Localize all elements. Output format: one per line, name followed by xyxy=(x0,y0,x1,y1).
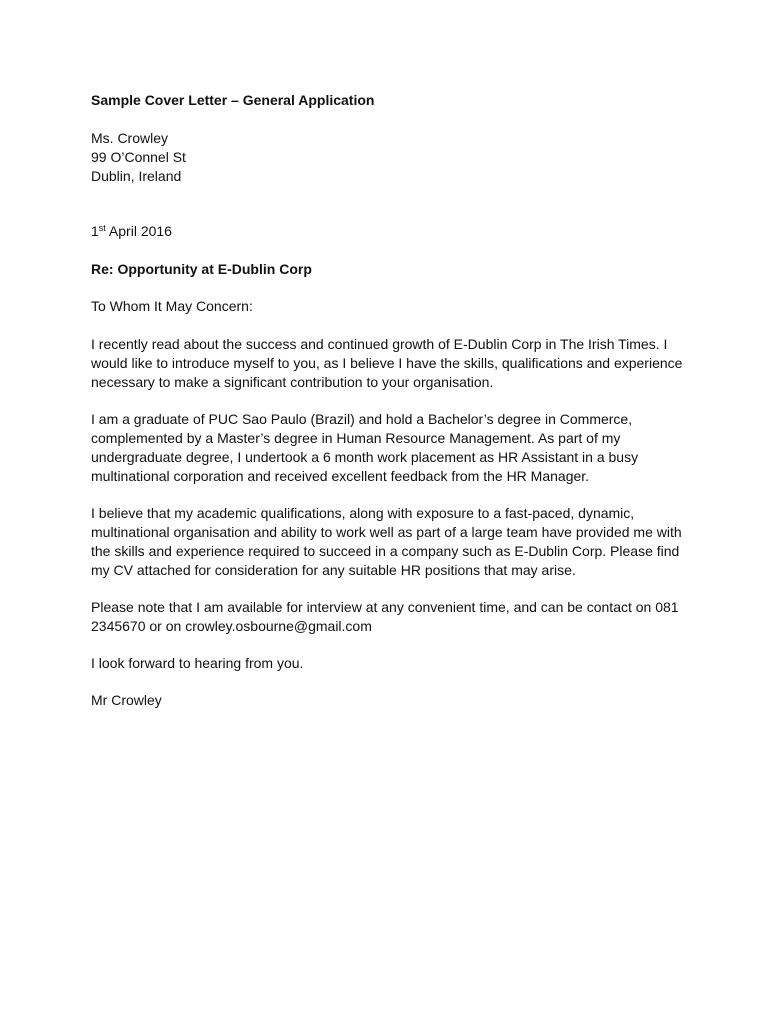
date-month-year: April 2016 xyxy=(105,223,172,239)
body-paragraph: I believe that my academic qualifications, along with exposure to a fast-paced, dynamic, multinational organisation and ability to work well as part of a large team have provided me with the skills and experience required to succeed in a company such as E-Dublin Corp. Please find my CV attached for consideration for any suitable HR positions that may arise. xyxy=(91,505,682,578)
body-paragraph: I recently read about the success and continued growth of E-Dublin Corp in The Irish Times. I would like to introduce myself to you, as I believe I have the skills, qualifications and experience necessary to make a significant contribution to your organisation. xyxy=(91,336,683,390)
salutation: To Whom It May Concern: xyxy=(91,298,253,314)
letter-title: Sample Cover Letter – General Application xyxy=(91,92,375,108)
recipient-street: 99 O’Connel St xyxy=(91,149,186,165)
recipient-city: Dublin, Ireland xyxy=(91,168,182,184)
date-suffix: st xyxy=(98,223,106,233)
recipient-name: Ms. Crowley xyxy=(91,130,169,146)
date-day: 1 xyxy=(91,223,99,239)
body-paragraph: I am a graduate of PUC Sao Paulo (Brazil) and hold a Bachelor’s degree in Commerce, complemented by a Master’s degree in Human Resource Management. As part of my undergraduate degree, I undertook a 6 month work placement as HR Assistant in a busy multinational corporation and received excellent feedback from the HR Manager. xyxy=(91,411,639,484)
subject-line: Re: Opportunity at E-Dublin Corp xyxy=(91,261,312,277)
body-paragraph: Please note that I am available for interview at any convenient time, and can be contact on 081 2345670 or on crowley.osbourne@gmail.com xyxy=(91,599,679,634)
recipient-address xyxy=(91,129,691,186)
closing-line: I look forward to hearing from you. xyxy=(91,655,304,671)
letter-date xyxy=(91,222,691,241)
signature: Mr Crowley xyxy=(91,692,162,708)
